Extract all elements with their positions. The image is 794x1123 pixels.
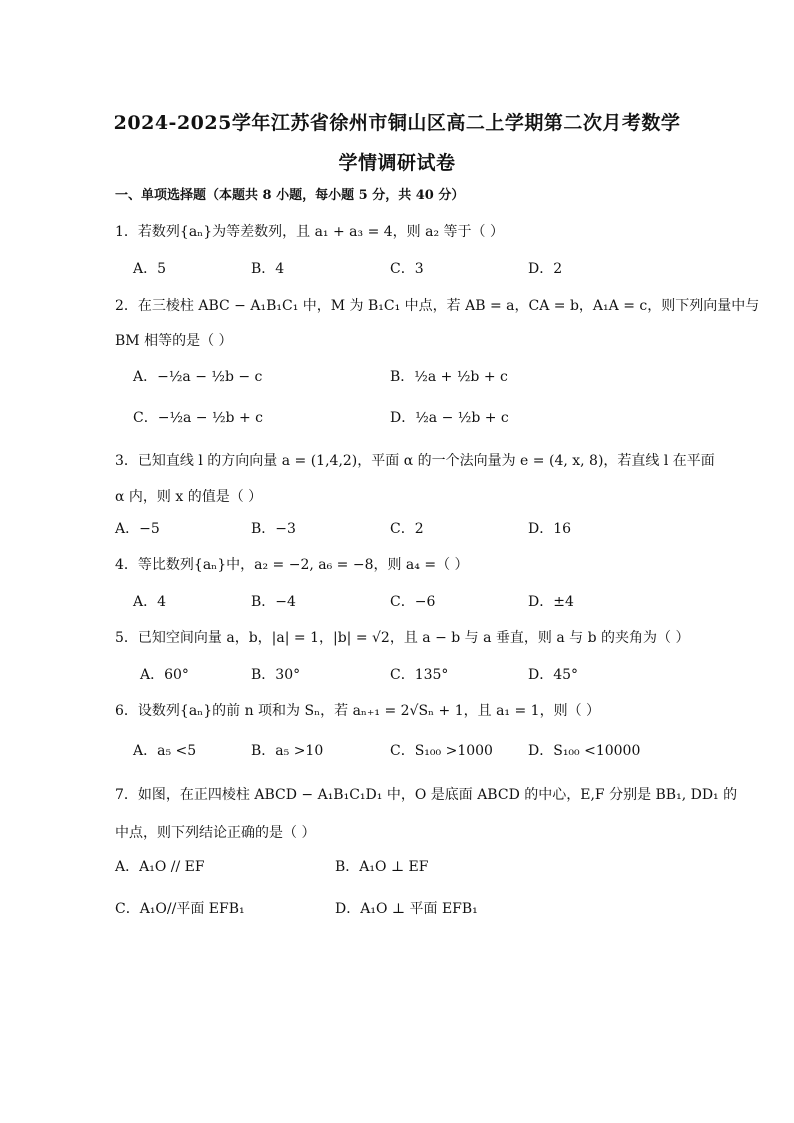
q1-option-d: D．2 <box>528 261 563 277</box>
q2-option-a: A．−½a − ½b − c <box>133 369 263 385</box>
q4-option-d: D．±4 <box>528 594 574 610</box>
q2-option-b: B．½a + ½b + c <box>390 369 508 385</box>
exam-title-line1: 2024-2025学年江苏省徐州市铜山区高二上学期第二次月考数学 <box>113 112 681 134</box>
q6-option-c: C．S₁₀₀ >1000 <box>390 743 493 759</box>
q2-option-d: D．½a − ½b + c <box>390 410 509 426</box>
q6-option-d: D．S₁₀₀ <10000 <box>528 743 641 759</box>
q5-option-c: C．135° <box>390 667 449 683</box>
q5-option-b: B．30° <box>251 667 301 683</box>
q5-option-d: D．45° <box>528 667 579 683</box>
q5-option-a: A．60° <box>140 667 189 683</box>
question-3-stem-line2: α 内，则 x 的值是（ ） <box>115 489 263 505</box>
question-5-stem: 5．已知空间向量 a，b，|a| = 1，|b| = √2，且 a − b 与 a 垂直，则 a 与 b 的夹角为（ ） <box>115 630 690 646</box>
question-3-stem-line1: 3．已知直线 l 的方向向量 a = (1,4,2)，平面 α 的一个法向量为 e = (4, x, 8)，若直线 l 在平面 <box>115 453 715 469</box>
question-2-stem-line2: BM 相等的是（ ） <box>115 333 233 349</box>
q4-option-a: A．4 <box>133 594 167 610</box>
question-2-stem-line1: 2．在三棱柱 ABC − A₁B₁C₁ 中，M 为 B₁C₁ 中点，若 AB = a，CA = b，A₁A = c，则下列向量中与 <box>115 298 760 314</box>
q1-option-c: C．3 <box>390 261 424 277</box>
question-6-stem: 6．设数列{aₙ}的前 n 项和为 Sₙ，若 aₙ₊₁ = 2√Sₙ + 1，且 a₁ = 1，则（ ） <box>115 703 601 719</box>
q7-option-b: B．A₁O ⊥ EF <box>335 859 429 875</box>
question-7-stem-line1: 7．如图，在正四棱柱 ABCD − A₁B₁C₁D₁ 中，O 是底面 ABCD 的中心，E,F 分别是 BB₁, DD₁ 的 <box>115 787 738 803</box>
exam-title-line2: 学情调研试卷 <box>338 152 456 174</box>
question-1-stem: 1．若数列{aₙ}为等差数列，且 a₁ + a₃ = 4，则 a₂ 等于（ ） <box>115 224 504 240</box>
q7-option-c: C．A₁O//平面 EFB₁ <box>115 901 245 917</box>
q3-option-b: B．−3 <box>251 521 296 537</box>
q3-option-a: A．−5 <box>115 521 160 537</box>
q6-option-a: A．a₅ <5 <box>133 743 197 759</box>
q1-option-b: B．4 <box>251 261 285 277</box>
q1-option-a: A．5 <box>133 261 167 277</box>
q4-option-c: C．−6 <box>390 594 436 610</box>
q7-option-a: A．A₁O // EF <box>115 859 205 875</box>
q6-option-b: B．a₅ >10 <box>251 743 324 759</box>
question-4-stem: 4．等比数列{aₙ}中，a₂ = −2, a₆ = −8，则 a₄ =（ ） <box>115 557 469 573</box>
question-7-stem-line2: 中点，则下列结论正确的是（ ） <box>115 825 316 841</box>
q4-option-b: B．−4 <box>251 594 296 610</box>
q7-option-d: D．A₁O ⊥ 平面 EFB₁ <box>335 901 478 917</box>
q2-option-c: C．−½a − ½b + c <box>133 410 263 426</box>
section-heading: 一、单项选择题（本题共 8 小题，每小题 5 分，共 40 分） <box>115 188 465 203</box>
q3-option-c: C．2 <box>390 521 424 537</box>
q3-option-d: D．16 <box>528 521 572 537</box>
